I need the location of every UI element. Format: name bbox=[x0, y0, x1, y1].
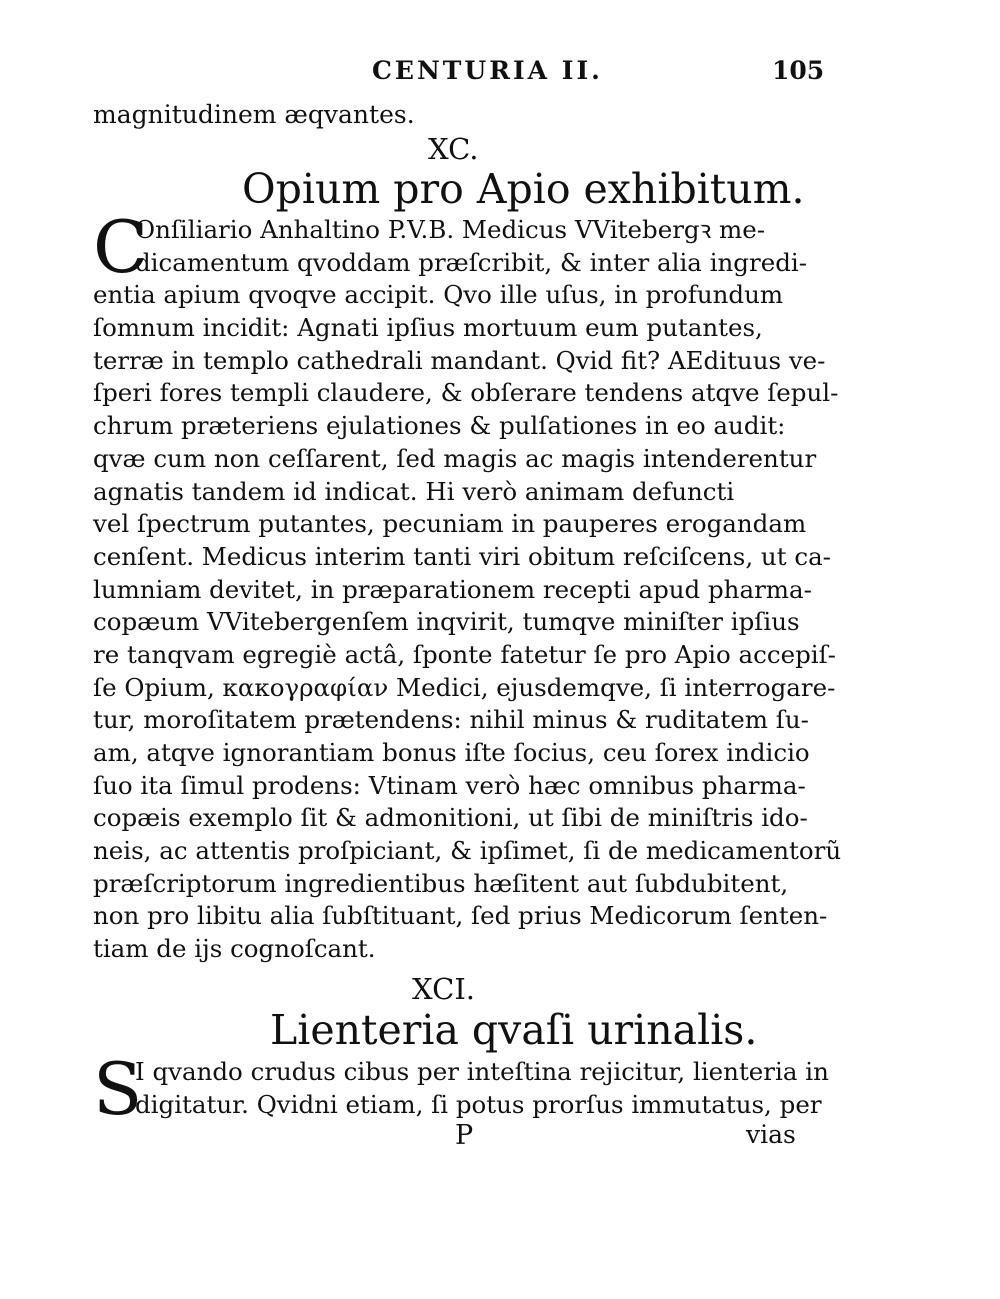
signature-mark: P bbox=[455, 1120, 474, 1151]
text-line: chrum præteriens ejulationes & pulſationes in eo audit: bbox=[93, 411, 786, 441]
catchword: vias bbox=[746, 1120, 796, 1149]
text-line: re tanqvam egregiè actâ, ſponte fatetur ſe pro Apio accepiſ- bbox=[93, 639, 836, 669]
text-line: neis, ac attentis proſpiciant, & ipſimet, ſi de medicamentorũ bbox=[93, 836, 842, 866]
text-line: præſcriptorum ingredientibus hæſitent aut ſubdubitent, bbox=[93, 868, 789, 898]
text-line: ſuo ita ſimul prodens: Vtinam verò hæc omnibus pharma- bbox=[93, 770, 806, 800]
text-line: ſe Opium, κακογραφίαν Medici, ejusdemqve, ſi interrogare- bbox=[93, 672, 836, 702]
text-line: vel ſpectrum putantes, pecuniam in pauperes erogandam bbox=[93, 509, 807, 539]
carry-over-line: magnitudinem æqvantes. bbox=[93, 100, 415, 129]
text-line: I qvando crudus cibus per inteſtina rejicitur, lienteria in bbox=[135, 1057, 829, 1086]
text-line: ſperi fores templi claudere, & obſerare tendens atqve ſepul- bbox=[93, 378, 839, 408]
text-line: ſomnum incidit: Agnati ipſius mortuum eum putantes, bbox=[93, 313, 763, 343]
page-footer bbox=[0, 1120, 1000, 1156]
text-line: lumniam devitet, in præparationem recepti apud pharma- bbox=[93, 574, 812, 604]
text-line: dicamentum qvoddam præſcribit, & inter alia ingredi- bbox=[135, 247, 808, 277]
drop-cap-c: C bbox=[93, 205, 149, 289]
text-line: qvæ cum non ceſſarent, ſed magis ac magis intenderentur bbox=[93, 443, 817, 473]
text-line: terræ in templo cathedrali mandant. Qvid fit? AEdituus ve- bbox=[93, 345, 826, 375]
text-line: tur, moroſitatem prætendens: nihil minus & ruditatem ſu- bbox=[93, 705, 809, 735]
section-title-xci: Lienteria qvaſi urinalis. bbox=[270, 1006, 758, 1054]
text-line: Onſiliario Anhaltino P.V.B. Medicus VVitebergꝛ me- bbox=[135, 215, 765, 244]
section-xc-body bbox=[93, 205, 842, 966]
text-line: entia apium qvoqve accipit. Qvo ille uſus, in profundum bbox=[93, 280, 784, 310]
running-title: CENTURIA II. bbox=[372, 56, 603, 85]
section-title-xc: Opium pro Apio exhibitum. bbox=[242, 165, 805, 213]
section-xci-body bbox=[93, 1047, 829, 1131]
page-number: 105 bbox=[772, 56, 825, 85]
text-line: tiam de ijs cognoſcant. bbox=[93, 934, 376, 964]
text-line: digitatur. Qvidni etiam, ſi potus prorſus immutatus, per bbox=[135, 1089, 822, 1119]
section-number-xci: XCI. bbox=[412, 972, 475, 1006]
text-line: cenſent. Medicus interim tanti viri obitum reſciſcens, ut ca- bbox=[93, 541, 831, 571]
drop-cap-s: S bbox=[93, 1047, 143, 1131]
text-line: copæum VVitebergenſem inqvirit, tumqve miniſter ipſius bbox=[93, 607, 800, 637]
text-line: am, atqve ignorantiam bonus iſte ſocius, ceu ſorex indicio bbox=[93, 738, 810, 767]
text-line: non pro libitu alia ſubſtituant, ſed prius Medicorum ſenten- bbox=[93, 901, 828, 931]
text-line: copæis exemplo ſit & admonitioni, ut ſibi de miniſtris ido- bbox=[93, 803, 808, 833]
running-head bbox=[0, 56, 1000, 90]
section-number-xc: XC. bbox=[428, 132, 479, 166]
text-line: agnatis tandem id indicat. Hi verò animam defuncti bbox=[93, 476, 735, 506]
